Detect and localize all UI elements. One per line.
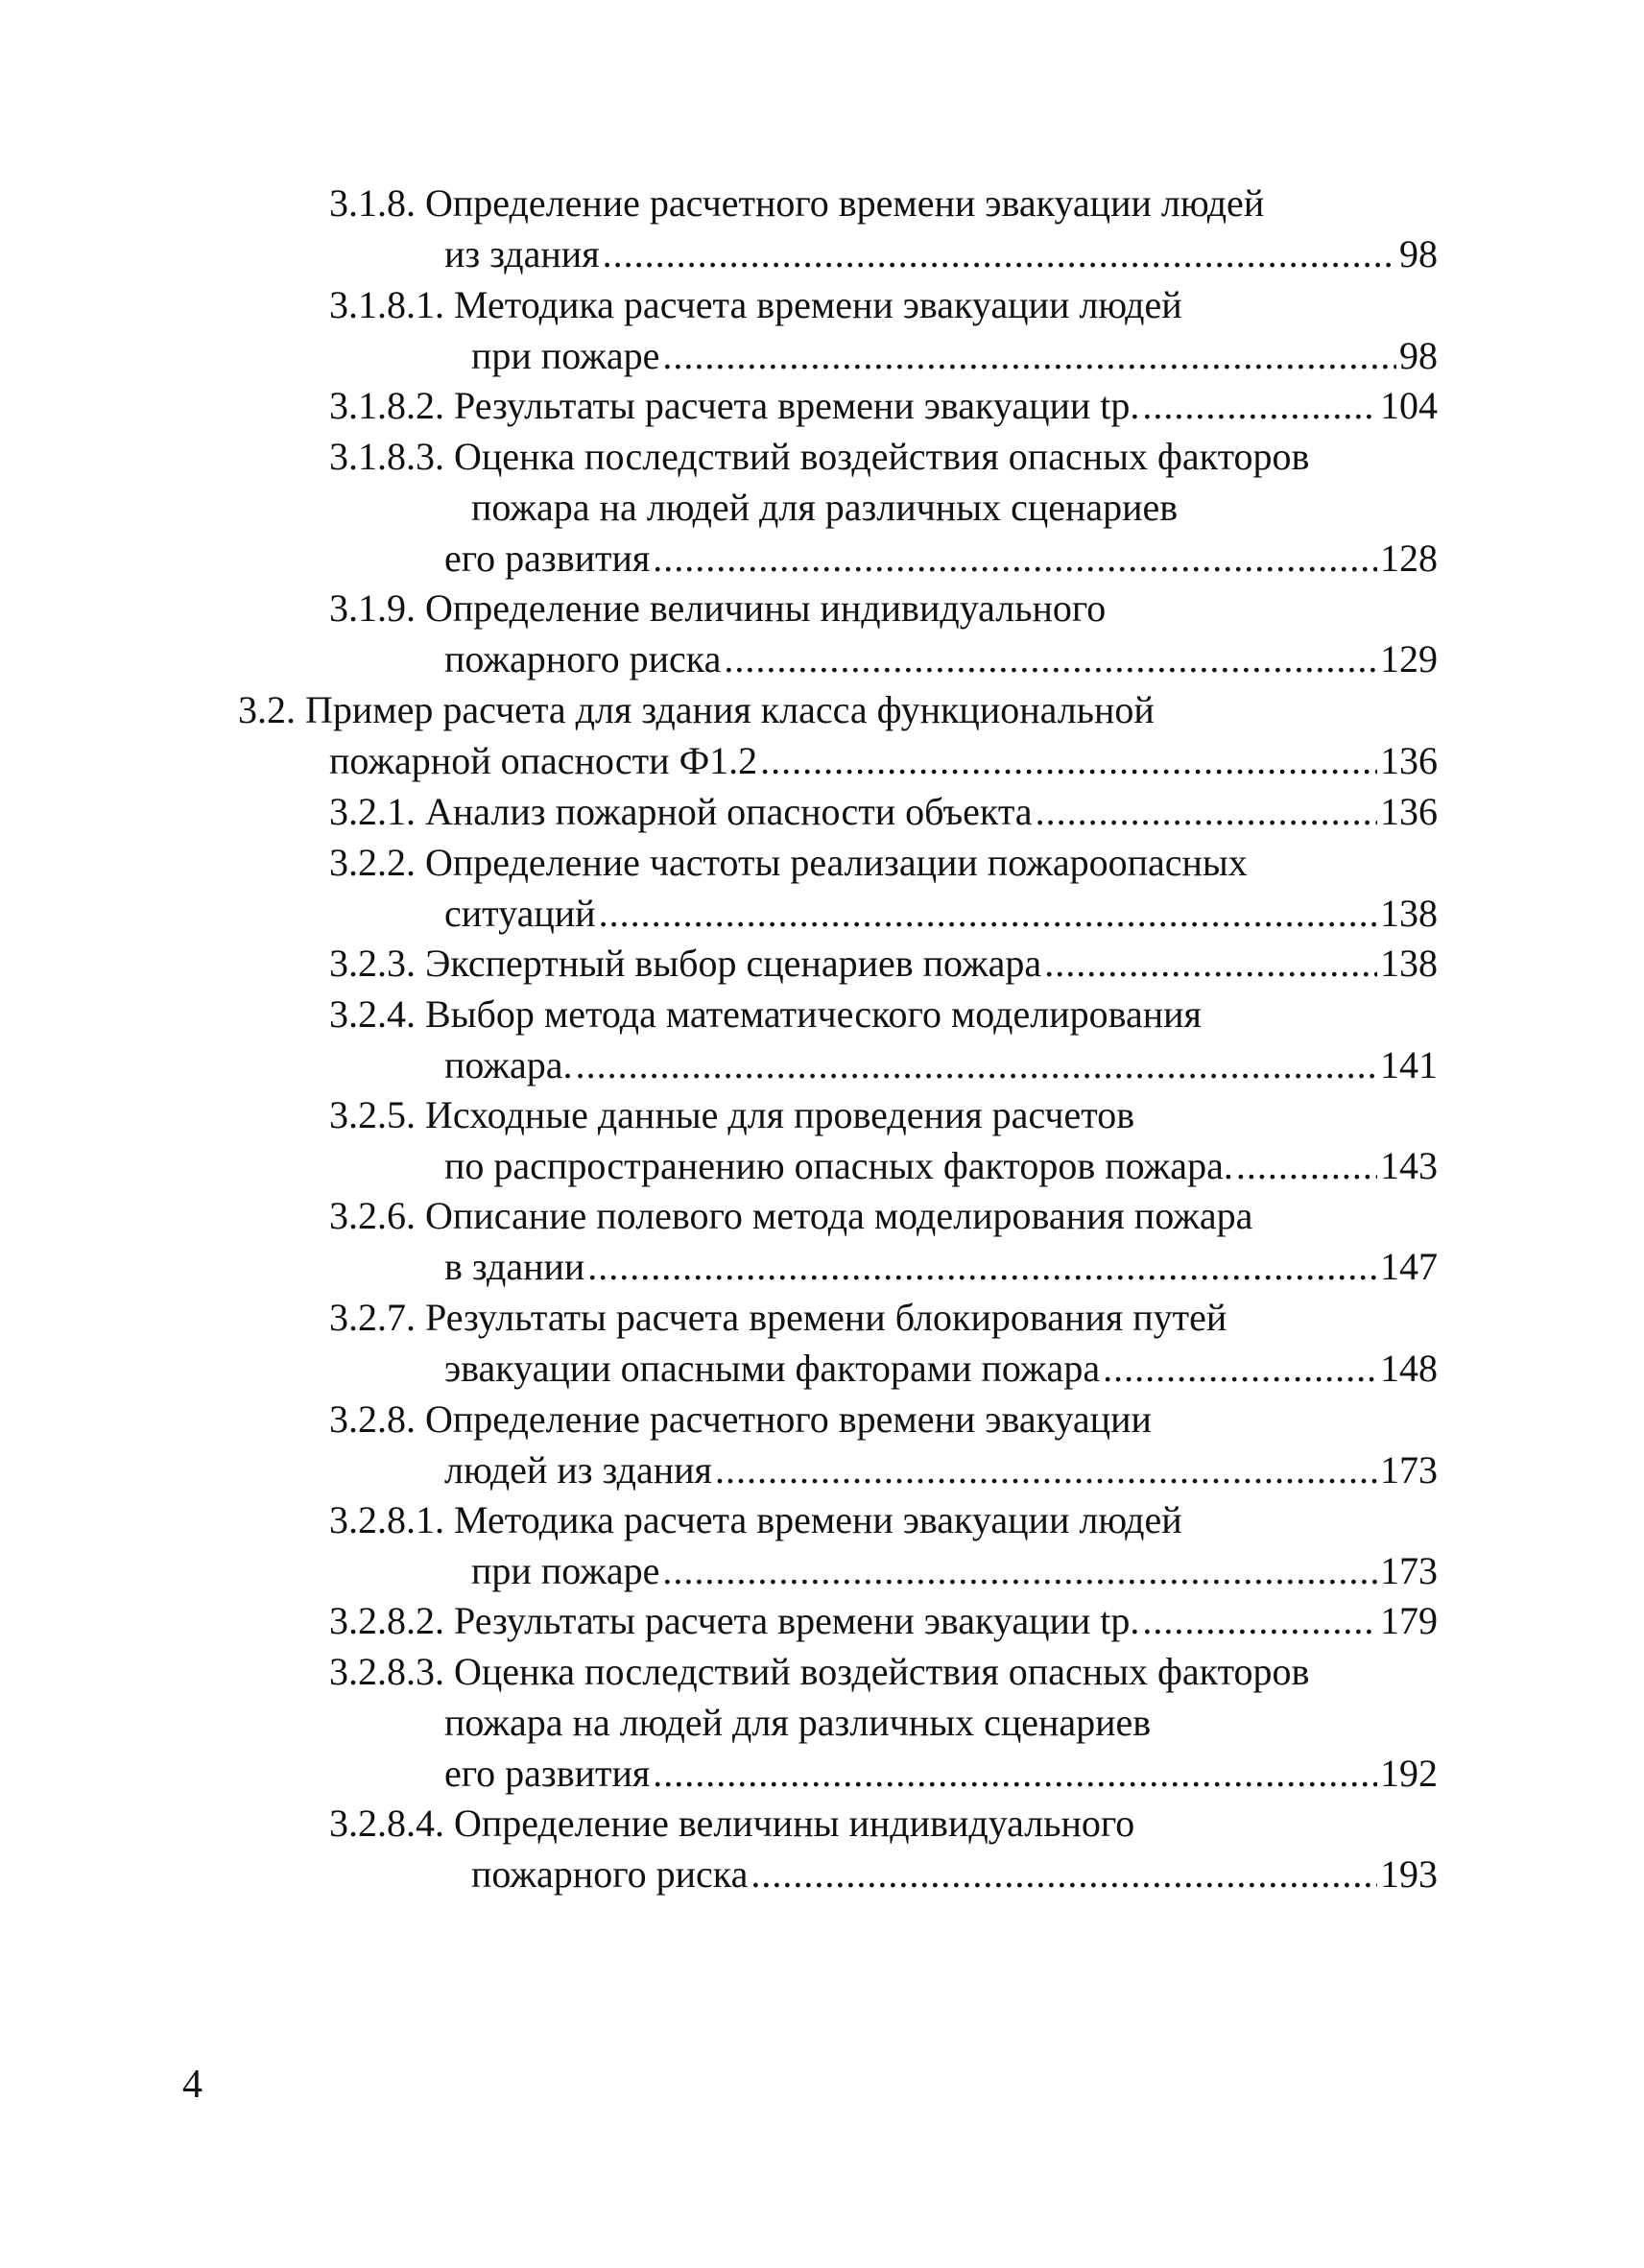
toc-page-number: 193 — [1380, 1852, 1438, 1896]
dot-leader — [653, 1748, 1377, 1799]
toc-entry-3-1-8-1 — [329, 279, 1438, 381]
toc-entry-title: по распространению опасных факторов пожара. — [444, 1144, 1233, 1187]
toc-entry-3-2-8-2 — [329, 1595, 1438, 1646]
toc-page-number: 136 — [1380, 790, 1438, 833]
toc-entry-3-2-4 — [329, 989, 1438, 1090]
toc-entry-3-2-2 — [329, 837, 1438, 939]
toc-entry-3-2-3 — [329, 938, 1438, 989]
dot-leader — [1236, 1140, 1377, 1191]
toc-entry-title: пожара на людей для различных сценариев — [444, 1701, 1152, 1744]
toc-entry-title: 3.1.8.2. Результаты расчета времени эвакуации tр. — [329, 384, 1140, 427]
toc-entry-title: 3.1.8. Определение расчетного времени эвакуации людей — [329, 181, 1265, 225]
toc-entry-title: 3.2.4. Выбор метода математического моделирования — [329, 992, 1202, 1036]
toc-entry-3-2 — [238, 684, 1438, 786]
toc-entry-title: 3.2.8.3. Оценка последствий воздействия опасных факторов — [329, 1650, 1310, 1693]
toc-entry-title: эвакуации опасными факторами пожара — [444, 1347, 1101, 1390]
toc-entry-3-2-6 — [329, 1190, 1438, 1292]
dot-leader — [760, 735, 1377, 786]
toc-entry-title: 3.2.2. Определение частоты реализации пожароопасных — [329, 841, 1248, 884]
toc-page-number: 192 — [1380, 1752, 1438, 1795]
toc-page-number: 136 — [1380, 739, 1438, 782]
toc-entry-title: 3.2.7. Результаты расчета времени блокирования путей — [329, 1296, 1227, 1339]
toc-entry-title: пожарной опасности Ф1.2 — [329, 739, 758, 782]
toc-page-number: 173 — [1380, 1448, 1438, 1492]
toc-page-number: 147 — [1380, 1245, 1438, 1288]
toc-entry-title: при пожаре — [471, 334, 660, 377]
toc-entry-title: 3.2.6. Описание полевого метода моделирования пожара — [329, 1194, 1253, 1237]
toc-entry-3-1-8 — [329, 178, 1438, 279]
toc-entry-title: 3.2.8.4. Определение величины индивидуального — [329, 1802, 1135, 1845]
toc-entry-title: его развития — [444, 537, 651, 580]
toc-entry-3-2-5 — [329, 1089, 1438, 1191]
dot-leader — [724, 633, 1377, 684]
toc-entry-title: 3.2. Пример расчета для здания класса функциональной — [238, 688, 1155, 731]
toc-entry-3-2-7 — [329, 1292, 1438, 1394]
toc-entry-title: 3.1.8.1. Методика расчета времени эвакуации людей — [329, 283, 1182, 326]
toc-entry-title: пожарного риска — [444, 637, 722, 680]
toc-page-number: 141 — [1380, 1043, 1438, 1086]
toc-entry-title: в здании — [444, 1245, 585, 1288]
toc-page-number: 104 — [1380, 384, 1438, 427]
toc-entry-title: 3.2.8. Определение расчетного времени эвакуации — [329, 1397, 1152, 1441]
toc-entry-title: пожара на людей для различных сценариев — [471, 486, 1179, 529]
toc-entry-title: при пожаре — [471, 1549, 660, 1592]
toc-entry-title: из здания — [444, 232, 600, 275]
dot-leader — [1036, 786, 1377, 837]
toc-entry-title: его развития — [444, 1752, 651, 1795]
toc-entry-title: ситуаций — [444, 892, 596, 935]
toc-page-number: 143 — [1380, 1144, 1438, 1187]
toc-page-number: 138 — [1380, 942, 1438, 985]
dot-leader — [1142, 380, 1377, 431]
toc-page-number: 98 — [1399, 334, 1438, 377]
toc-entry-3-2-8-1 — [329, 1494, 1438, 1596]
toc-page-number: 148 — [1380, 1347, 1438, 1390]
toc-page-number: 138 — [1380, 892, 1438, 935]
dot-leader — [603, 228, 1396, 279]
toc-entry-3-2-1 — [329, 786, 1438, 837]
toc-entry-3-2-8 — [329, 1394, 1438, 1495]
dot-leader — [1142, 1595, 1377, 1646]
dot-leader — [576, 1039, 1377, 1090]
toc-entry-title: 3.1.8.3. Оценка последствий воздействия опасных факторов — [329, 435, 1310, 478]
toc-page-number: 179 — [1380, 1599, 1438, 1642]
toc-entry-title: 3.2.3. Экспертный выбор сценариев пожара — [329, 942, 1042, 985]
dot-leader — [715, 1444, 1377, 1495]
dot-leader — [1103, 1343, 1377, 1394]
dot-leader — [662, 330, 1396, 381]
toc-page-number: 173 — [1380, 1549, 1438, 1592]
toc-entry-title: 3.2.8.2. Результаты расчета времени эвакуации tр. — [329, 1599, 1140, 1642]
toc-page-number: 128 — [1380, 537, 1438, 580]
toc-entry-3-1-8-3 — [329, 431, 1438, 584]
dot-leader — [662, 1545, 1377, 1596]
toc-entry-title: 3.2.1. Анализ пожарной опасности объекта — [329, 790, 1033, 833]
dot-leader — [653, 533, 1377, 584]
page-number: 4 — [182, 2063, 203, 2107]
dot-leader — [599, 888, 1377, 939]
toc-page-number: 129 — [1380, 637, 1438, 680]
toc-entry-title: 3.2.8.1. Методика расчета времени эвакуации людей — [329, 1498, 1182, 1541]
dot-leader — [587, 1241, 1377, 1292]
toc-entry-3-1-8-2 — [329, 380, 1438, 431]
dot-leader — [1044, 938, 1377, 989]
toc-entry-title: людей из здания — [444, 1448, 712, 1492]
toc-entry-title: пожарного риска — [471, 1852, 749, 1896]
toc-page-number: 98 — [1399, 232, 1438, 275]
dot-leader — [751, 1849, 1377, 1899]
toc-entry-3-1-9 — [329, 583, 1438, 684]
toc-entry-title: 3.1.9. Определение величины индивидуального — [329, 586, 1107, 630]
toc-entry-3-2-8-3 — [329, 1646, 1438, 1799]
toc-entry-title: 3.2.5. Исходные данные для проведения расчетов — [329, 1093, 1135, 1136]
toc-entry-3-2-8-4 — [329, 1798, 1438, 1899]
toc-entry-title: пожара. — [444, 1043, 573, 1086]
